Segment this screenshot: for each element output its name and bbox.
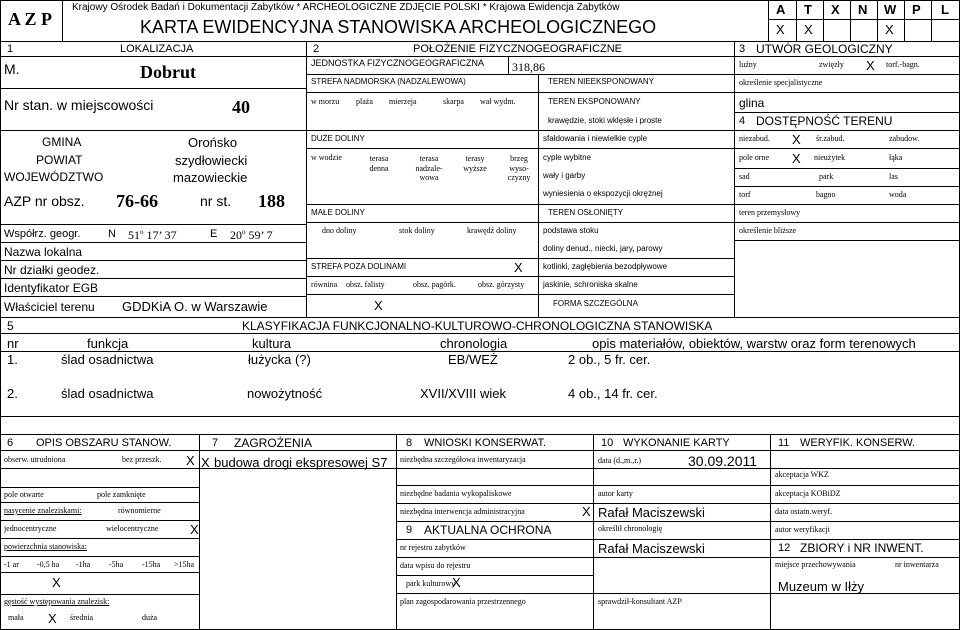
park-option: park <box>819 172 834 181</box>
valley-floor-option: dno doliny <box>322 226 357 235</box>
section-number: 11 <box>778 437 790 449</box>
divider <box>0 468 959 469</box>
section-number: 6 <box>7 437 14 449</box>
divider <box>734 168 959 169</box>
loose-option: luźny <box>739 60 757 69</box>
large-valleys-label: DUŻE DOLINY <box>311 134 365 143</box>
divider <box>734 92 959 93</box>
grid-letter-p: P <box>912 2 921 17</box>
divider <box>0 224 306 225</box>
divider <box>0 520 199 521</box>
divider <box>0 317 959 318</box>
basins-label: kotlinki, zagłębienia bezodpływowe <box>543 262 668 271</box>
site-area-label: powierzchnia stanowiska: <box>4 542 87 551</box>
section-title: KLASYFIKACJA FUNKCJONALNO-KULTUROWO-CHRONOLOGICZNA STANOWISKA <box>242 319 713 333</box>
threat-mark: X <box>201 455 210 470</box>
area-site-number-value: 188 <box>258 191 285 211</box>
grid-letter-x: X <box>831 2 840 17</box>
low-density-option: mała <box>8 613 24 622</box>
in-sea-option: w morzu <box>311 97 340 106</box>
grid-letter-n: N <box>858 2 868 17</box>
owner-value: GDDKiA O. w Warszawie <box>122 299 268 314</box>
register-date-option: data wpisu do rejestru <box>400 561 471 570</box>
foot-of-slope-label: podstawa stoku <box>543 226 599 235</box>
section-title: ZBIORY i NR INWENT. <box>800 541 924 555</box>
water-option: woda <box>889 190 907 199</box>
exposed-terrain-label: TEREN EKSPONOWANY <box>548 97 641 106</box>
azp-area-value: 76-66 <box>116 191 158 211</box>
grid-mark-w: X <box>885 22 894 37</box>
card-title: KARTA EWIDENCYJNA STANOWISKA ARCHEOLOGICZNEGO <box>140 17 657 37</box>
divider <box>0 487 199 488</box>
divider <box>0 296 306 297</box>
divider <box>396 485 959 486</box>
table-row-2-culture: nowożytność <box>247 386 323 401</box>
author-label: autor karty <box>598 489 633 498</box>
border-top <box>0 0 959 1</box>
section-title: AKTUALNA OCHRONA <box>424 523 552 537</box>
undulating-option: obsz. falisty <box>346 280 385 289</box>
storage-place-label: miejsce przechowywania <box>775 560 856 569</box>
higher-terraces-option: terasy wyższe <box>463 154 487 173</box>
divider <box>306 56 734 57</box>
area-option: -15ha <box>142 560 161 569</box>
caves-label: jaskinie, schroniska skalne <box>543 280 638 289</box>
bottom-terrace-option: terasa denna <box>369 154 389 173</box>
cultural-park-option: park kulturowy <box>406 579 456 588</box>
date-value: 30.09.2011 <box>688 453 758 469</box>
gmina-label: GMINA <box>42 135 82 149</box>
divider <box>823 0 824 41</box>
table-row-1-culture: łużycka (?) <box>248 352 311 367</box>
section-title: POŁOŻENIE FIZYCZNOGEOGRAFICZNE <box>413 43 623 55</box>
section-number: 4 <box>739 115 746 127</box>
spit-option: mierzeja <box>389 97 417 106</box>
powiat-value: szydłowiecki <box>175 153 248 168</box>
table-row-2-function: ślad osadnictwa <box>61 386 154 401</box>
find-saturation-label: nasycenie znaleziskami: <box>4 506 82 515</box>
divider <box>0 434 959 435</box>
small-valleys-label: MAŁE DOLINY <box>311 208 365 217</box>
divider <box>0 278 306 279</box>
section-number: 5 <box>7 319 14 333</box>
compact-option: zwięzły <box>819 60 844 69</box>
divider <box>734 222 959 223</box>
checked-by-label: sprawdził-konsultant AZP <box>598 597 682 606</box>
divider <box>306 294 734 295</box>
storage-place-value: Muzeum w Iłży <box>778 579 864 594</box>
grid-letter-w: W <box>884 2 897 17</box>
egb-identifier-label: Identyfikator EGB <box>4 281 99 295</box>
table-row-2-description: 4 ob., 14 fr. cer. <box>568 386 658 401</box>
section-title: UTWÓR GEOLOGICZNY <box>756 42 893 56</box>
owner-label: Właściciel terenu <box>4 300 95 314</box>
divider <box>199 434 200 630</box>
parcel-number-label: Nr działki geodez. <box>4 263 100 277</box>
closed-field-option: pole zamknięte <box>97 490 146 499</box>
author-value: Rafał Maciszewski <box>598 505 705 520</box>
undeveloped-mark: X <box>792 132 801 147</box>
hilly-option: obsz. pagórk. <box>413 280 456 289</box>
threat-value: budowa drogi ekspresowej S7 <box>214 455 388 470</box>
powiat-label: POWIAT <box>36 153 83 167</box>
divider <box>0 538 199 539</box>
unobstructed-mark: X <box>186 453 195 468</box>
divider <box>931 0 932 41</box>
medium-developed-option: śr.zabud. <box>816 134 845 143</box>
table-row-2-chronology: XVII/XVIII wiek <box>420 386 506 401</box>
latitude-label: N <box>108 228 116 240</box>
developed-option: zabudow. <box>889 134 920 143</box>
gmina-value: Orońsko <box>188 135 238 150</box>
valley-edge-option: krawędź doliny <box>467 226 517 235</box>
divider <box>306 222 734 223</box>
upland-edge-option: brzeg wyso- czyzny <box>507 154 531 183</box>
closer-spec-label: określenie bliższe <box>739 226 797 235</box>
divider <box>508 56 509 74</box>
divider <box>396 539 959 540</box>
divider <box>0 56 306 57</box>
ridges-hills-label: wały i garby <box>543 171 586 180</box>
physiographic-unit-label: JEDNOSTKA FIZYCZNOGEOGRAFICZNA <box>311 58 485 68</box>
divider <box>734 130 959 131</box>
divider <box>0 88 306 89</box>
last-verification-label: data ostatn.weryf. <box>775 507 833 516</box>
outside-valleys-mark: X <box>514 260 523 275</box>
physiographic-unit-value: 318,86 <box>512 60 545 74</box>
circular-elevations-label: wyniesienia o ekspozycji okrężnej <box>543 189 663 198</box>
longitude-value: 20$^o$ 59’ 7 <box>230 228 273 242</box>
divider <box>306 130 734 131</box>
inventory-number-label: nr inwentarza <box>895 560 939 569</box>
divider <box>734 204 959 205</box>
voivodeship-label: WOJEWÓDZTWO <box>4 170 104 184</box>
longitude-label: E <box>210 228 218 240</box>
area-mark: X <box>52 575 61 590</box>
border-left <box>0 0 1 630</box>
undeveloped-option: niezabud. <box>739 134 770 143</box>
escarpment-option: skarpa <box>443 97 464 106</box>
divider <box>62 0 63 41</box>
divider <box>0 450 959 451</box>
divider <box>306 92 734 93</box>
divider <box>734 186 959 187</box>
cultural-park-mark: X <box>452 575 461 590</box>
divider <box>396 593 959 594</box>
industrial-area-option: teren przemysłowy <box>739 208 801 217</box>
administrative-intervention-mark: X <box>582 504 591 519</box>
special-form-label: FORMA SZCZEGÓLNA <box>553 299 638 308</box>
divider <box>396 434 397 630</box>
medium-density-option: średnia <box>70 613 94 622</box>
sheltered-terrain-label: TEREN OSŁONIĘTY <box>548 208 624 217</box>
section-number: 12 <box>778 542 791 554</box>
section-number: 8 <box>406 437 413 449</box>
hindered-observation-option: obserw. utrudniona <box>4 455 66 464</box>
grid-letter-t: T <box>804 2 812 17</box>
orchard-option: sad <box>739 172 750 181</box>
divider <box>396 557 959 558</box>
floodplain-terrace-option: terasa nadzale- wowa <box>415 154 443 183</box>
outside-valleys-label: STREFA POZA DOLINAMI <box>311 262 407 271</box>
azp-area-label: AZP nr obsz. <box>4 193 85 209</box>
divider <box>0 242 306 243</box>
table-row-2-nr: 2. <box>7 386 18 401</box>
divider <box>396 575 593 576</box>
divider <box>734 56 959 57</box>
geological-formation-value: glina <box>739 96 765 110</box>
section-number: 3 <box>739 43 746 55</box>
grid-letter-l: L <box>941 2 949 17</box>
divider <box>306 204 734 205</box>
site-number-label: Nr stan. w miejscowości <box>4 97 154 113</box>
meadow-option: łąka <box>889 153 903 162</box>
forest-option: las <box>889 172 898 181</box>
divider <box>850 0 851 41</box>
area-option: >15ha <box>174 560 195 569</box>
low-density-mark: X <box>48 611 57 626</box>
azp-label: A Z P <box>8 9 53 29</box>
divider <box>770 434 771 630</box>
divider <box>768 0 769 41</box>
specialist-spec-label: określenie specjalistyczne <box>739 78 823 87</box>
table-row-1-chronology: EB/WEŻ <box>448 352 498 367</box>
plain-mark: X <box>374 298 383 313</box>
uniform-option: równomierne <box>118 506 161 515</box>
divider <box>0 333 959 334</box>
divider <box>734 41 735 317</box>
peat-bog-option: torf.-bagn. <box>886 60 920 69</box>
divider <box>734 74 959 75</box>
find-density-label: gęstość występowania znalezisk: <box>4 597 110 606</box>
arable-field-mark: X <box>792 151 801 166</box>
divider <box>770 521 959 522</box>
unobstructed-option: bez przeszk. <box>122 455 162 464</box>
divider <box>593 434 594 630</box>
dune-ridge-option: wał wydm. <box>480 97 516 106</box>
multi-centre-mark: X <box>190 522 199 537</box>
column-header-chronology: chronologia <box>440 336 508 351</box>
open-field-option: pole otwarte <box>4 490 44 499</box>
site-number-value: 40 <box>232 97 250 117</box>
divider <box>0 416 959 417</box>
divider <box>0 556 199 557</box>
area-option: -1ha <box>76 560 91 569</box>
compact-mark: X <box>866 58 875 73</box>
divider <box>904 0 905 41</box>
table-row-1-function: ślad osadnictwa <box>61 352 154 367</box>
section-title: WYKONANIE KARTY <box>623 437 730 449</box>
grid-letter-a: A <box>776 2 786 17</box>
spatial-plan-option: plan zagospodarowania przestrzennego <box>400 597 526 606</box>
area-option: -1 ar <box>4 560 19 569</box>
kobidz-acceptance-label: akceptacja KOBiDZ <box>775 489 841 498</box>
column-header-nr: nr <box>7 336 19 351</box>
arable-field-option: pole orne <box>739 153 769 162</box>
local-name-label: Nazwa lokalna <box>4 245 83 259</box>
date-label: data (d.,m.,r.) <box>598 456 642 465</box>
section-number: 7 <box>212 437 219 449</box>
denudation-valleys-label: doliny denud., niecki, jary, parowy <box>543 244 663 253</box>
table-row-1-description: 2 ob., 5 fr. cer. <box>568 352 651 367</box>
section-title: WNIOSKI KONSERWAT. <box>424 437 547 449</box>
area-option: -0,5 ha <box>37 560 60 569</box>
divider <box>306 258 734 259</box>
divider <box>306 276 734 277</box>
divider <box>396 503 959 504</box>
wasteland-option: nieużytek <box>814 153 846 162</box>
coastal-zone-label: STREFA NADMORSKA (NADZALEWOWA) <box>311 77 466 86</box>
grid-mark-a: X <box>776 22 785 37</box>
locality-value: Dobrut <box>140 62 197 82</box>
prominent-headlands-label: cyple wybitne <box>543 153 592 162</box>
excavations-option: niezbędne badania wykopaliskowe <box>400 489 512 498</box>
folds-label: sfałdowania i niewielkie cyple <box>543 134 648 143</box>
voivodeship-value: mazowieckie <box>173 170 248 185</box>
divider <box>538 74 539 317</box>
detailed-inventory-option: niezbędna szczegółowa inwentaryzacja <box>400 455 526 464</box>
column-header-function: funkcja <box>87 336 129 351</box>
chronology-author-label: określił chronologię <box>598 524 663 533</box>
mountainous-option: obsz. górzysty <box>478 280 525 289</box>
locality-label: M. <box>4 61 20 77</box>
high-density-option: duża <box>142 613 158 622</box>
divider <box>877 0 878 41</box>
divider <box>306 74 734 75</box>
section-title: WERYFIK. KONSERW. <box>800 437 916 449</box>
divider <box>734 112 959 113</box>
section-title: DOSTĘPNOŚĆ TERENU <box>756 114 893 128</box>
chronology-author-value: Rafał Maciszewski <box>598 541 705 556</box>
column-header-culture: kultura <box>252 336 292 351</box>
section-title: OPIS OBSZARU STANOW. <box>36 437 172 449</box>
section-number: 10 <box>601 437 614 449</box>
plain-option: równina <box>311 280 338 289</box>
divider <box>734 240 959 241</box>
latitude-value: 51$^o$ 17’ 37 <box>128 228 177 242</box>
single-centre-option: jednocentryczne <box>4 524 57 533</box>
divider <box>306 148 734 149</box>
section-number: 1 <box>7 43 14 55</box>
section-title: LOKALIZACJA <box>120 43 194 55</box>
header-line1: Krajowy Ośrodek Badań i Dokumentacji Zabytków * ARCHEOLOGICZNE ZDJĘCIE POLSKI * Krajowa Ewidencja Zabytków <box>72 2 620 13</box>
unexposed-terrain-label: TEREN NIEEKSPONOWANY <box>548 77 654 86</box>
swamp-option: bagno <box>816 190 836 199</box>
wkz-acceptance-label: akceptacja WKZ <box>775 470 829 479</box>
in-water-option: w wodzie <box>311 153 342 162</box>
administrative-intervention-option: niezbędna interwencja administracyjna <box>400 507 525 516</box>
section-number: 2 <box>313 43 320 55</box>
divider <box>0 572 199 573</box>
verification-author-label: autor weryfikacji <box>775 525 830 534</box>
section-title: ZAGROŻENIA <box>234 436 313 450</box>
valley-slope-option: stok doliny <box>399 226 435 235</box>
beach-option: plaża <box>356 97 373 106</box>
divider <box>0 130 306 131</box>
register-number-option: nr rejestru zabytków <box>400 543 466 552</box>
area-option: -5ha <box>109 560 124 569</box>
coordinates-label: Współrz. geogr. <box>4 228 81 240</box>
divider <box>396 521 770 522</box>
area-site-number-label: nr st. <box>200 193 232 209</box>
divider <box>0 502 199 503</box>
multi-centre-option: wielocentryczne <box>106 524 159 533</box>
divider <box>734 148 959 149</box>
edges-slopes-label: krawędzie, stoki wklęsłe i proste <box>548 116 662 125</box>
column-header-description: opis materiałów, obiektów, warstw oraz form terenowych <box>592 336 916 351</box>
table-row-1-nr: 1. <box>7 352 18 367</box>
peat-option: torf <box>739 190 751 199</box>
section-number: 9 <box>406 524 413 536</box>
divider <box>796 0 797 41</box>
divider <box>0 260 306 261</box>
divider <box>0 594 199 595</box>
grid-mark-t: X <box>804 22 813 37</box>
